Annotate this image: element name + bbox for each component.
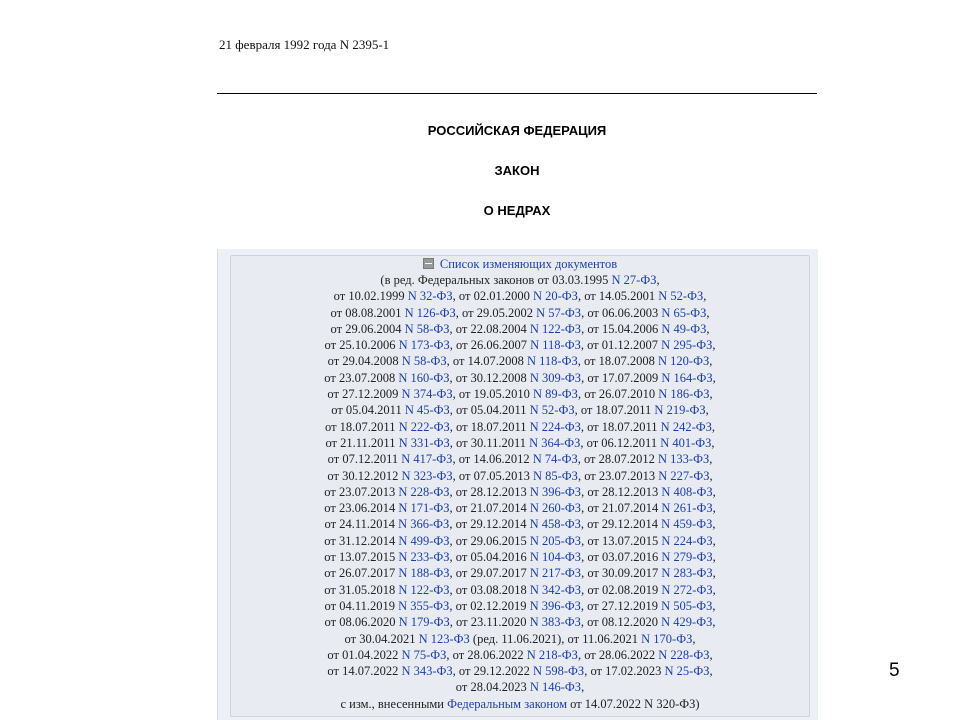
amendment-line [231, 419, 809, 435]
amendment-text: , от 02.01.2000 [452, 289, 533, 304]
law-link[interactable]: N 171-ФЗ [398, 501, 450, 516]
law-link[interactable]: N 295-ФЗ [661, 338, 713, 353]
law-link[interactable]: N 75-ФЗ [401, 647, 447, 662]
law-link[interactable]: N 233-ФЗ [398, 550, 450, 565]
amendment-line [231, 598, 809, 614]
amendment-text: (в ред. Федеральных законов от 03.03.1995 [380, 273, 612, 287]
amendment-text: от 08.06.2020 [324, 615, 399, 630]
law-link[interactable]: N 57-ФЗ [536, 305, 582, 320]
law-link[interactable]: N 126-ФЗ [404, 305, 456, 320]
law-link[interactable]: N 364-ФЗ [529, 435, 581, 450]
law-link[interactable]: N 279-ФЗ [661, 550, 713, 565]
amendment-text: , от 29.12.2022 [452, 664, 533, 679]
amendment-text: от 14.07.2022 [327, 664, 402, 679]
amendment-text: , от 05.04.2011 [449, 403, 530, 418]
amendment-text: , [712, 338, 716, 353]
law-link[interactable]: N 164-ФЗ [661, 370, 713, 385]
law-link[interactable]: N 32-ФЗ [407, 289, 453, 304]
amendment-text: , от 30.11.2011 [449, 435, 530, 450]
law-link[interactable]: N 52-ФЗ [658, 289, 704, 304]
amendment-text: , от 28.06.2022 [577, 647, 659, 662]
law-link[interactable]: N 186-ФЗ [658, 387, 710, 402]
amendment-text: , от 05.04.2016 [449, 550, 530, 565]
amendment-text: , [712, 550, 716, 565]
amendment-line [231, 435, 809, 451]
amendment-text: , [709, 664, 713, 679]
amendment-text: , [712, 517, 716, 532]
document-title: О НЕДРАХ [483, 203, 551, 218]
amendment-text: , от 14.07.2008 [446, 354, 527, 369]
law-link[interactable]: N 261-ФЗ [661, 501, 713, 516]
amendment-text: (ред. 11.06.2021), от 11.06.2021 [469, 631, 642, 646]
amendment-text: , [712, 501, 716, 516]
amendment-line [231, 370, 809, 386]
amendment-text: , от 15.04.2006 [581, 321, 662, 336]
amendment-text: , [692, 631, 696, 646]
amendment-line [231, 500, 809, 516]
amendment-text: от 29.06.2004 [330, 321, 405, 336]
law-link[interactable]: N 123-ФЗ [418, 631, 470, 646]
amendment-text: , [711, 419, 715, 434]
law-link[interactable]: N 272-ФЗ [661, 582, 713, 597]
amendment-line [231, 614, 809, 630]
amendment-text: , от 29.12.2014 [449, 517, 530, 532]
law-link[interactable]: N 227-ФЗ [658, 468, 710, 483]
law-link[interactable]: N 429-ФЗ [661, 615, 713, 630]
law-link[interactable]: N 170-ФЗ [641, 631, 693, 646]
law-link[interactable]: N 58-ФЗ [404, 321, 450, 336]
amendment-text: от 21.11.2011 [325, 435, 399, 450]
amendment-line [231, 484, 809, 500]
law-link[interactable]: N 52-ФЗ [529, 403, 575, 418]
amendment-line [231, 565, 809, 581]
law-link[interactable]: N 65-ФЗ [661, 305, 707, 320]
law-link[interactable]: N 133-ФЗ [658, 452, 710, 467]
amendment-text: , [712, 598, 716, 613]
amendment-text: , [709, 452, 713, 467]
amendment-text: от 23.07.2013 [324, 484, 399, 499]
law-link[interactable]: Федеральным законом [447, 696, 567, 711]
amendment-text: с изм., внесенными [340, 696, 448, 711]
law-link[interactable]: N 45-ФЗ [404, 403, 450, 418]
amending-documents-title[interactable]: Список изменяющих документов [439, 257, 618, 271]
law-link[interactable]: N 74-ФЗ [532, 452, 578, 467]
amendment-line [231, 679, 809, 695]
amendment-text: , [712, 533, 716, 548]
amendment-text: от 05.04.2011 [331, 403, 405, 418]
amendment-text: , от 18.07.2011 [449, 419, 530, 434]
law-link[interactable]: N 459-ФЗ [661, 517, 713, 532]
amendment-line [231, 321, 809, 337]
law-link[interactable]: N 118-ФЗ [526, 354, 578, 369]
amendment-line [231, 402, 809, 418]
law-link[interactable]: N 366-ФЗ [398, 517, 450, 532]
header-divider [217, 93, 817, 94]
amendment-text: , от 17.07.2009 [581, 370, 662, 385]
amendment-line [231, 631, 809, 647]
amendment-text: от 29.04.2008 [327, 354, 402, 369]
amendment-text: , [706, 305, 710, 320]
amendment-line [231, 696, 809, 712]
law-link[interactable]: N 224-ФЗ [661, 533, 713, 548]
document-date-number: 21 февраля 1992 года N 2395-1 [219, 37, 390, 52]
amendment-text: , от 14.05.2001 [577, 289, 659, 304]
amendment-text: , [709, 387, 713, 402]
amendment-text: , от 30.12.2008 [449, 370, 530, 385]
law-link[interactable]: N 104-ФЗ [529, 550, 582, 565]
amendment-text: , от 07.05.2013 [452, 468, 533, 483]
slide-page-number: 5 [889, 660, 900, 681]
amendment-text: , от 08.12.2020 [580, 615, 662, 630]
amendment-text: от 04.11.2019 [324, 598, 399, 613]
law-link[interactable]: N 205-ФЗ [529, 533, 582, 548]
amendment-line [231, 337, 809, 353]
amendment-text: , [711, 435, 715, 450]
amendment-text: от 07.12.2011 [327, 452, 402, 467]
law-link[interactable]: N 408-ФЗ [661, 484, 713, 499]
law-link[interactable]: N 58-ФЗ [401, 354, 447, 369]
law-link[interactable]: N 27-ФЗ [611, 273, 657, 287]
amendment-text: , [712, 615, 716, 630]
law-link[interactable]: N 89-ФЗ [532, 387, 578, 402]
amendment-text: , [709, 647, 713, 662]
amendment-text: , от 13.07.2015 [581, 533, 662, 548]
law-link[interactable]: N 598-ФЗ [532, 664, 585, 679]
law-link[interactable]: N 242-ФЗ [660, 419, 712, 434]
law-link[interactable]: N 383-ФЗ [529, 615, 581, 630]
law-link[interactable]: N 417-ФЗ [401, 452, 453, 467]
law-link[interactable]: N 260-ФЗ [529, 501, 582, 516]
law-link[interactable]: N 228-ФЗ [658, 647, 710, 662]
law-link[interactable]: N 146-ФЗ [529, 680, 582, 695]
amendment-text: от 27.12.2009 [327, 387, 402, 402]
amending-documents-panel [217, 249, 818, 720]
amendment-text: , [581, 680, 585, 695]
law-link[interactable]: N 20-ФЗ [532, 289, 578, 304]
amendment-text: , от 28.07.2012 [577, 452, 659, 467]
law-link[interactable]: N 374-ФЗ [401, 387, 453, 402]
law-link[interactable]: N 355-ФЗ [398, 598, 450, 613]
amendment-text: от 01.04.2022 [327, 647, 402, 662]
law-link[interactable]: N 401-ФЗ [660, 435, 712, 450]
law-link[interactable]: N 217-ФЗ [529, 566, 582, 581]
amendment-text: , от 30.09.2017 [581, 566, 662, 581]
amendment-text: , от 03.08.2018 [449, 582, 530, 597]
amendment-text: от 30.04.2021 [344, 631, 419, 646]
amendment-text: от 13.07.2015 [324, 550, 399, 565]
law-link[interactable]: N 283-ФЗ [661, 566, 713, 581]
amendment-line [231, 533, 809, 549]
amendment-text: , [706, 321, 710, 336]
amending-documents-box [230, 255, 810, 717]
amendment-text: , [703, 289, 707, 304]
amendment-text: от 24.11.2014 [324, 517, 399, 532]
law-link[interactable]: N 122-ФЗ [398, 582, 450, 597]
amendment-text: , от 23.11.2020 [449, 615, 530, 630]
law-link[interactable]: N 396-ФЗ [529, 598, 581, 613]
amendment-line [231, 305, 809, 321]
amendment-text: от 25.10.2006 [324, 338, 399, 353]
amendment-line [231, 468, 809, 484]
amendment-line [231, 288, 809, 304]
amendment-text: , от 18.07.2008 [577, 354, 659, 369]
amendment-text: , от 29.06.2015 [449, 533, 530, 548]
amendment-text: от 31.12.2014 [324, 533, 399, 548]
amendment-line [231, 451, 809, 467]
amendment-text: , от 06.06.2003 [581, 305, 662, 320]
amendment-text: , от 21.07.2014 [581, 501, 662, 516]
amendment-text: , [705, 403, 709, 418]
amendment-text: , [712, 582, 716, 597]
amendment-text: , от 28.12.2013 [581, 484, 662, 499]
amendment-text: от 14.07.2022 N 320-ФЗ) [567, 696, 700, 711]
law-link[interactable]: N 499-ФЗ [398, 533, 450, 548]
amendment-text: , [656, 273, 660, 287]
amendment-text: от 23.07.2008 [324, 370, 399, 385]
law-link[interactable]: N 120-ФЗ [658, 354, 710, 369]
amendment-text: , от 21.07.2014 [449, 501, 530, 516]
law-link[interactable]: N 85-ФЗ [532, 468, 578, 483]
amendment-line [231, 386, 809, 402]
amendment-text: , от 29.05.2002 [455, 305, 537, 320]
country-heading: РОССИЙСКАЯ ФЕДЕРАЦИЯ [427, 123, 607, 138]
amendment-text: , от 02.08.2019 [581, 582, 662, 597]
amendment-text: , от 01.12.2007 [580, 338, 662, 353]
amendment-text: от 10.02.1999 [333, 289, 408, 304]
amendment-text: , от 18.07.2011 [580, 419, 661, 434]
amendment-text: , от 18.07.2011 [574, 403, 655, 418]
amendment-text: , от 28.12.2013 [449, 484, 530, 499]
amendment-line [231, 516, 809, 532]
amendment-text: , от 26.07.2010 [577, 387, 659, 402]
amendment-text: от 30.12.2012 [327, 468, 402, 483]
amendment-line [231, 549, 809, 565]
amendment-text: от 26.07.2017 [324, 566, 399, 581]
law-link[interactable]: N 309-ФЗ [529, 370, 582, 385]
amendment-text: , [709, 354, 713, 369]
amendment-text: , [712, 566, 716, 581]
amendment-text: от 28.04.2023 [455, 680, 530, 695]
amendment-text: , от 14.06.2012 [452, 452, 533, 467]
amendment-text: от 31.05.2018 [324, 582, 399, 597]
amendment-line [231, 353, 809, 369]
amendment-text: , от 29.07.2017 [449, 566, 530, 581]
amendment-line [231, 582, 809, 598]
amendment-text: , от 27.12.2019 [580, 598, 662, 613]
amendment-text: , от 06.12.2011 [580, 435, 661, 450]
amendment-text: , от 03.07.2016 [581, 550, 662, 565]
law-link[interactable]: N 458-ФЗ [529, 517, 581, 532]
law-link[interactable]: N 122-ФЗ [529, 321, 582, 336]
law-link[interactable]: N 343-ФЗ [401, 664, 453, 679]
amendment-text: , [709, 468, 713, 483]
amendment-line [231, 663, 809, 679]
amendment-line [231, 647, 809, 663]
amendment-text: , от 22.08.2004 [449, 321, 530, 336]
amending-documents-list [231, 272, 809, 712]
amending-documents-toggle[interactable] [231, 256, 809, 272]
amendment-text: , от 23.07.2013 [577, 468, 659, 483]
collapse-icon[interactable] [423, 258, 434, 269]
law-link[interactable]: N 25-ФЗ [664, 664, 710, 679]
law-link[interactable]: N 218-ФЗ [526, 647, 578, 662]
law-link[interactable]: N 224-ФЗ [529, 419, 581, 434]
law-link[interactable]: N 160-ФЗ [398, 370, 450, 385]
amendment-text: , от 29.12.2014 [580, 517, 662, 532]
document-type-heading: ЗАКОН [494, 163, 540, 178]
law-link[interactable]: N 505-ФЗ [661, 598, 713, 613]
amendment-text: , [712, 370, 716, 385]
amendment-text: , от 02.12.2019 [449, 598, 530, 613]
amendment-text: , от 19.05.2010 [452, 387, 533, 402]
law-link[interactable]: N 228-ФЗ [398, 484, 450, 499]
amendment-text: , от 26.06.2007 [449, 338, 531, 353]
law-link[interactable]: N 118-ФЗ [530, 338, 581, 353]
amendment-text: , от 28.06.2022 [446, 647, 527, 662]
law-link[interactable]: N 219-ФЗ [654, 403, 706, 418]
amendment-text: от 23.06.2014 [324, 501, 399, 516]
amendment-line [231, 272, 809, 288]
law-link[interactable]: N 179-ФЗ [398, 615, 450, 630]
law-link[interactable]: N 188-ФЗ [398, 566, 450, 581]
law-link[interactable]: N 331-ФЗ [398, 435, 450, 450]
law-link[interactable]: N 342-ФЗ [529, 582, 582, 597]
law-link[interactable]: N 49-ФЗ [661, 321, 707, 336]
law-link[interactable]: N 396-ФЗ [529, 484, 582, 499]
law-link[interactable]: N 323-ФЗ [401, 468, 453, 483]
law-link[interactable]: N 222-ФЗ [398, 419, 450, 434]
amendment-text: от 18.07.2011 [324, 419, 399, 434]
amendment-text: , [712, 484, 716, 499]
amendment-text: от 08.08.2001 [330, 305, 405, 320]
amendment-text: , от 17.02.2023 [584, 664, 665, 679]
law-link[interactable]: N 173-ФЗ [398, 338, 450, 353]
